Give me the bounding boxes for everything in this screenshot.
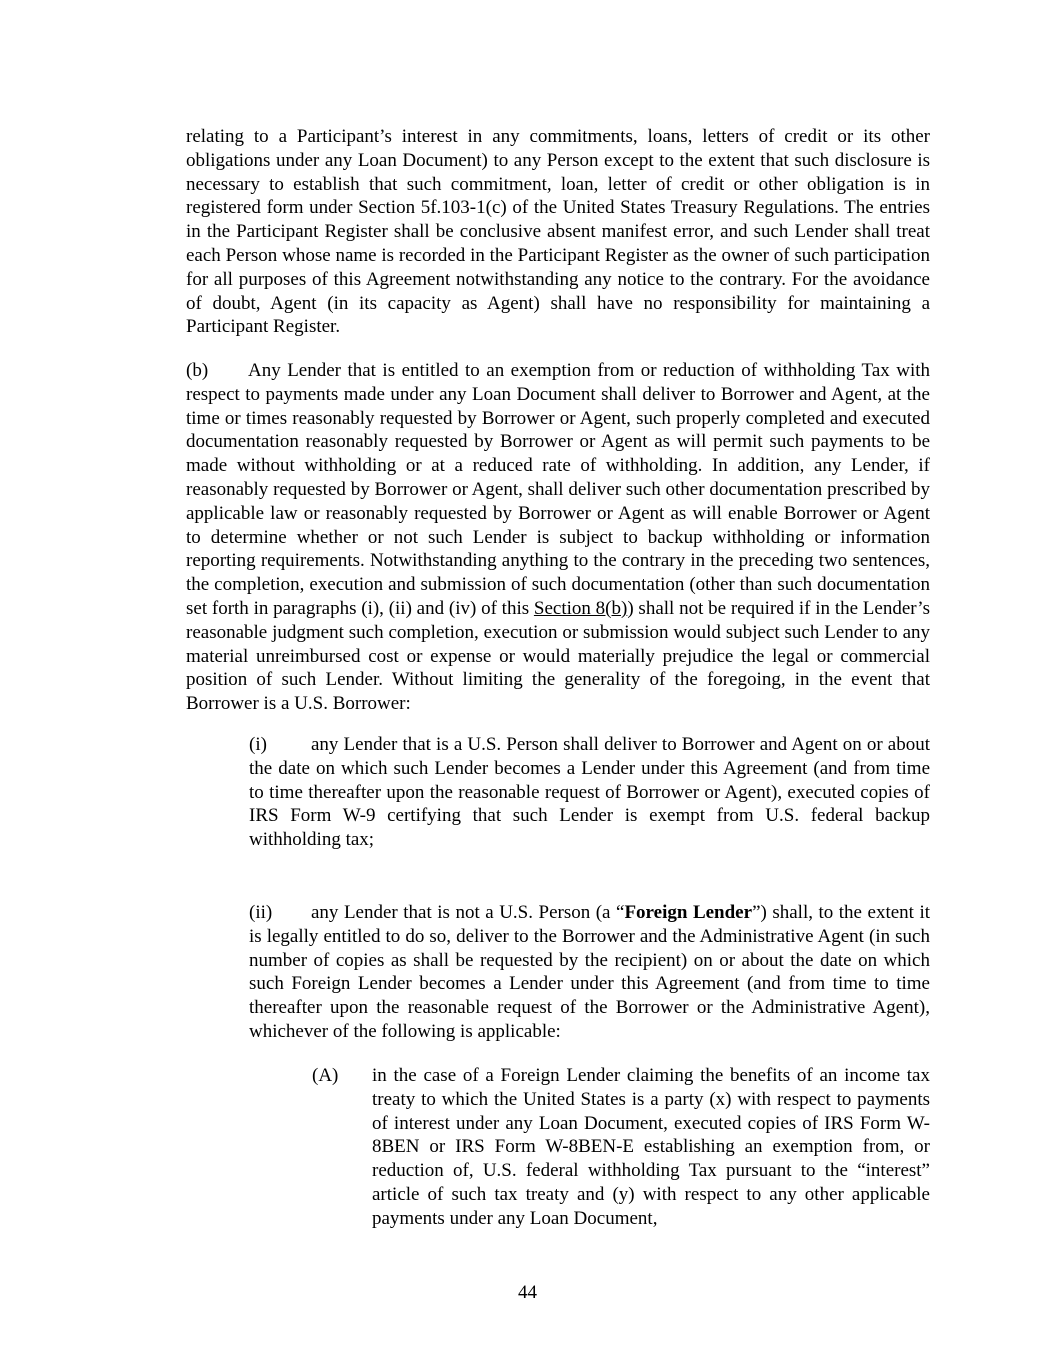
paragraph-ii-label: (ii) [249,902,273,923]
paragraph-i-text: any Lender that is a U.S. Person shall deliver to Borrower and Agent on or about the date on which such Lender becomes a Lender under this Agreement (and from time to time thereafter upon the reasonable request of Borrower or Agent), executed copies of IRS Form W-9 certifying that such Lender is exempt from U.S. federal backup withholding tax; [249,734,930,851]
paragraph-ii-text: any Lender that is not a U.S. Person (a “ [311,902,625,923]
paragraph-a-continuation: relating to a Participant’s interest in any commitments, loans, letters of credit or its other obligations under any Loan Document) to any Person except to the extent that such disclosure is necessary to establish that such commitment, loan, letter of credit or other obligation is in registered form under Section 5f.103-1(c) of the United States Treasury Regulations. The entries in the Participant Register shall be conclusive absent manifest error, and such Lender shall treat each Person whose name is recorded in the Participant Register as the owner of such participation for all purposes of this Agreement notwithstanding any notice to the contrary. For the avoidance of doubt, Agent (in its capacity as Agent) shall have no responsibility for maintaining a Participant Register. [186,126,930,338]
paragraph-ii-text-end: ”) shall, to the extent it is legally entitled to do so, deliver to the Borrower and the Administrative Agent (in such number of copies as shall be requested by the recipient) on or about the date on which such Foreign Lender becomes a Lender under this Agreement (and from time to time thereafter upon the reasonable request of the Borrower or the Administrative Agent), whichever of the following is applicable: [249,902,931,1042]
paragraph-b-text-end: ) shall not be required if in the Lender’s reasonable judgment such completion, execution or submission would subject such Lender to any material unreimbursed cost or expense or would materially prejudice the legal or commercial position of such Lender. Without limiting the generality of the foregoing, in the event that Borrower is a U.S. Borrower: [186,597,930,715]
paragraph-i [249,733,930,852]
section-8b-reference: Section 8(b) [533,597,628,619]
paragraph-A: in the case of a Foreign Lender claiming the benefits of an income tax treaty to which the United States is a party (x) with respect to payments of interest under any Loan Document, executed copies of IRS Form W-8BEN or IRS Form W-8BEN-E establishing an exemption from, or reduction of, U.S. federal withholding Tax pursuant to the “interest” article of such tax treaty and (y) with respect to any other applicable payments under any Loan Document, [372,1065,930,1229]
paragraph-b-label: (b) [186,360,209,381]
paragraph-A-label: (A) [312,1065,339,1086]
paragraph-b [186,359,930,716]
paragraph-ii [249,901,930,1044]
paragraph-i-label: (i) [249,734,267,755]
foreign-lender-defined-term: Foreign Lender [624,902,753,923]
paragraph-b-text: Any Lender that is entitled to an exemption from or reduction of withholding Tax with respect to payments made under any Loan Document shall deliver to Borrower and Agent, at the time or times reasonably requested by Borrower or Agent, such properly completed and executed documentation reasonably requested by Borrower or Agent as will permit such payments to be made without withholding or at a reduced rate of withholding. In addition, any Lender, if reasonably requested by Borrower or Agent, shall deliver such other documentation prescribed by applicable law or reasonably requested by Borrower or Agent as will enable Borrower or Agent to determine whether or not such Lender is subject to backup withholding or information reporting requirements. Notwithstanding anything to the contrary in the preceding two sentences, the completion, execution and submission of such documentation (other than such documentation set forth in paragraphs (i), (ii) and (iv) of this [186,360,930,619]
page-number: 44 [518,1282,537,1303]
